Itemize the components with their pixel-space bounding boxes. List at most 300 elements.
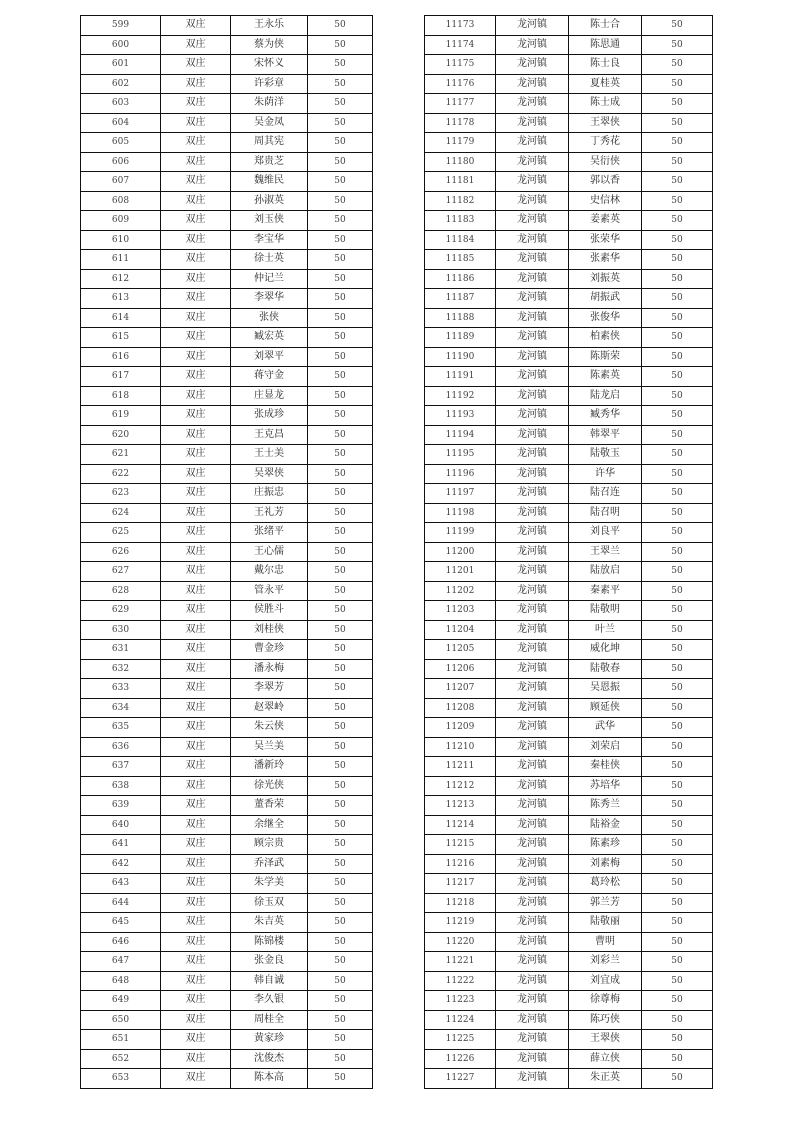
row-id-cell: 639 (81, 796, 161, 816)
amount-cell: 50 (642, 542, 713, 562)
town-cell: 龙河镇 (496, 893, 569, 913)
town-cell: 双庄 (161, 698, 231, 718)
name-cell: 管永平 (231, 581, 308, 601)
town-cell: 双庄 (161, 1030, 231, 1050)
amount-cell: 50 (308, 113, 373, 133)
name-cell: 沈俊杰 (231, 1049, 308, 1069)
town-cell: 龙河镇 (496, 562, 569, 582)
table-row (81, 445, 373, 465)
table-row (425, 211, 713, 231)
name-cell: 刘彩兰 (569, 952, 642, 972)
amount-cell: 50 (642, 250, 713, 270)
town-cell: 双庄 (161, 1069, 231, 1089)
amount-cell: 50 (642, 503, 713, 523)
name-cell: 曹金珍 (231, 640, 308, 660)
row-id-cell: 11183 (425, 211, 496, 231)
row-id-cell: 11199 (425, 523, 496, 543)
row-id-cell: 11179 (425, 133, 496, 153)
row-id-cell: 602 (81, 74, 161, 94)
table-row (425, 815, 713, 835)
amount-cell: 50 (642, 289, 713, 309)
row-id-cell: 622 (81, 464, 161, 484)
town-cell: 龙河镇 (496, 581, 569, 601)
name-cell: 陆裕金 (569, 815, 642, 835)
row-id-cell: 603 (81, 94, 161, 114)
name-cell: 徐光侠 (231, 776, 308, 796)
name-cell: 秦素平 (569, 581, 642, 601)
name-cell: 刘素梅 (569, 854, 642, 874)
name-cell: 潘永梅 (231, 659, 308, 679)
town-cell: 龙河镇 (496, 1049, 569, 1069)
table-row (81, 269, 373, 289)
amount-cell: 50 (642, 464, 713, 484)
amount-cell: 50 (308, 523, 373, 543)
table-row (425, 191, 713, 211)
town-cell: 龙河镇 (496, 152, 569, 172)
town-cell: 双庄 (161, 152, 231, 172)
table-row (81, 737, 373, 757)
row-id-cell: 605 (81, 133, 161, 153)
amount-cell: 50 (308, 601, 373, 621)
row-id-cell: 612 (81, 269, 161, 289)
name-cell: 葛玲松 (569, 874, 642, 894)
town-cell: 龙河镇 (496, 913, 569, 933)
town-cell: 龙河镇 (496, 679, 569, 699)
amount-cell: 50 (308, 445, 373, 465)
row-id-cell: 11224 (425, 1010, 496, 1030)
town-cell: 双庄 (161, 757, 231, 777)
amount-cell: 50 (642, 16, 713, 36)
amount-cell: 50 (308, 191, 373, 211)
amount-cell: 50 (642, 971, 713, 991)
table-row (81, 562, 373, 582)
row-id-cell: 11185 (425, 250, 496, 270)
town-cell: 双庄 (161, 542, 231, 562)
town-cell: 双庄 (161, 74, 231, 94)
town-cell: 双庄 (161, 503, 231, 523)
town-cell: 龙河镇 (496, 308, 569, 328)
table-row (81, 347, 373, 367)
amount-cell: 50 (642, 328, 713, 348)
town-cell: 龙河镇 (496, 328, 569, 348)
row-id-cell: 640 (81, 815, 161, 835)
town-cell: 龙河镇 (496, 386, 569, 406)
amount-cell: 50 (308, 971, 373, 991)
town-cell: 双庄 (161, 718, 231, 738)
amount-cell: 50 (308, 562, 373, 582)
amount-cell: 50 (642, 854, 713, 874)
row-id-cell: 600 (81, 35, 161, 55)
table-row (81, 308, 373, 328)
row-id-cell: 645 (81, 913, 161, 933)
table-row (81, 659, 373, 679)
row-id-cell: 11201 (425, 562, 496, 582)
table-row (425, 718, 713, 738)
table-row (81, 328, 373, 348)
name-cell: 陈巧侠 (569, 1010, 642, 1030)
table-row (425, 835, 713, 855)
name-cell: 郭以香 (569, 172, 642, 192)
town-cell: 龙河镇 (496, 289, 569, 309)
amount-cell: 50 (642, 659, 713, 679)
amount-cell: 50 (642, 211, 713, 231)
right-table-body (425, 16, 713, 1089)
table-row (425, 1010, 713, 1030)
row-id-cell: 636 (81, 737, 161, 757)
table-row (81, 815, 373, 835)
amount-cell: 50 (308, 737, 373, 757)
town-cell: 龙河镇 (496, 445, 569, 465)
amount-cell: 50 (308, 328, 373, 348)
name-cell: 赵翠岭 (231, 698, 308, 718)
town-cell: 龙河镇 (496, 698, 569, 718)
row-id-cell: 11217 (425, 874, 496, 894)
table-row (81, 620, 373, 640)
amount-cell: 50 (642, 1049, 713, 1069)
row-id-cell: 11209 (425, 718, 496, 738)
amount-cell: 50 (642, 776, 713, 796)
amount-cell: 50 (642, 523, 713, 543)
town-cell: 龙河镇 (496, 191, 569, 211)
name-cell: 刘振英 (569, 269, 642, 289)
town-cell: 双庄 (161, 737, 231, 757)
row-id-cell: 11222 (425, 971, 496, 991)
row-id-cell: 624 (81, 503, 161, 523)
name-cell: 潘新玲 (231, 757, 308, 777)
name-cell: 陆敬春 (569, 659, 642, 679)
name-cell: 仲记兰 (231, 269, 308, 289)
row-id-cell: 11197 (425, 484, 496, 504)
amount-cell: 50 (642, 991, 713, 1011)
table-row (81, 581, 373, 601)
name-cell: 郑贵芝 (231, 152, 308, 172)
table-row (81, 16, 373, 36)
table-row (81, 503, 373, 523)
table-row (81, 776, 373, 796)
table-row (425, 367, 713, 387)
town-cell: 龙河镇 (496, 347, 569, 367)
table-row (81, 113, 373, 133)
name-cell: 刘良平 (569, 523, 642, 543)
table-row (81, 796, 373, 816)
row-id-cell: 11227 (425, 1069, 496, 1089)
name-cell: 王永乐 (231, 16, 308, 36)
name-cell: 张荣华 (569, 230, 642, 250)
row-id-cell: 11213 (425, 796, 496, 816)
table-row (425, 971, 713, 991)
row-id-cell: 625 (81, 523, 161, 543)
table-row (425, 913, 713, 933)
row-id-cell: 629 (81, 601, 161, 621)
row-id-cell: 620 (81, 425, 161, 445)
name-cell: 陈士良 (569, 55, 642, 75)
row-id-cell: 11212 (425, 776, 496, 796)
amount-cell: 50 (308, 893, 373, 913)
town-cell: 龙河镇 (496, 640, 569, 660)
amount-cell: 50 (642, 74, 713, 94)
row-id-cell: 11177 (425, 94, 496, 114)
row-id-cell: 649 (81, 991, 161, 1011)
name-cell: 王心儒 (231, 542, 308, 562)
name-cell: 张成珍 (231, 406, 308, 426)
table-row (425, 152, 713, 172)
amount-cell: 50 (642, 815, 713, 835)
town-cell: 双庄 (161, 367, 231, 387)
row-id-cell: 11225 (425, 1030, 496, 1050)
amount-cell: 50 (642, 191, 713, 211)
name-cell: 陈素珍 (569, 835, 642, 855)
row-id-cell: 648 (81, 971, 161, 991)
town-cell: 龙河镇 (496, 250, 569, 270)
row-id-cell: 642 (81, 854, 161, 874)
amount-cell: 50 (308, 211, 373, 231)
row-id-cell: 609 (81, 211, 161, 231)
table-row (425, 523, 713, 543)
table-row (81, 757, 373, 777)
town-cell: 双庄 (161, 425, 231, 445)
row-id-cell: 11207 (425, 679, 496, 699)
amount-cell: 50 (642, 425, 713, 445)
row-id-cell: 11174 (425, 35, 496, 55)
name-cell: 臧宏英 (231, 328, 308, 348)
name-cell: 庄振忠 (231, 484, 308, 504)
table-row (81, 211, 373, 231)
table-row (425, 932, 713, 952)
name-cell: 陈士成 (569, 94, 642, 114)
amount-cell: 50 (308, 991, 373, 1011)
town-cell: 龙河镇 (496, 464, 569, 484)
table-row (81, 952, 373, 972)
town-cell: 双庄 (161, 211, 231, 231)
amount-cell: 50 (642, 737, 713, 757)
table-row (81, 152, 373, 172)
amount-cell: 50 (642, 698, 713, 718)
name-cell: 陆敬玉 (569, 445, 642, 465)
name-cell: 侯胜斗 (231, 601, 308, 621)
town-cell: 双庄 (161, 1010, 231, 1030)
town-cell: 双庄 (161, 230, 231, 250)
name-cell: 秦桂侠 (569, 757, 642, 777)
left-table (80, 15, 373, 1089)
name-cell: 顾延侠 (569, 698, 642, 718)
table-row (425, 386, 713, 406)
name-cell: 余继全 (231, 815, 308, 835)
left-table-body (81, 16, 373, 1089)
row-id-cell: 618 (81, 386, 161, 406)
name-cell: 陈秀兰 (569, 796, 642, 816)
amount-cell: 50 (308, 55, 373, 75)
name-cell: 陆敬明 (569, 601, 642, 621)
row-id-cell: 650 (81, 1010, 161, 1030)
row-id-cell: 11196 (425, 464, 496, 484)
town-cell: 双庄 (161, 854, 231, 874)
row-id-cell: 11186 (425, 269, 496, 289)
town-cell: 龙河镇 (496, 367, 569, 387)
amount-cell: 50 (642, 113, 713, 133)
name-cell: 王翠侠 (569, 1030, 642, 1050)
name-cell: 蔡为侠 (231, 35, 308, 55)
name-cell: 刘桂侠 (231, 620, 308, 640)
amount-cell: 50 (308, 952, 373, 972)
town-cell: 龙河镇 (496, 211, 569, 231)
town-cell: 龙河镇 (496, 835, 569, 855)
town-cell: 龙河镇 (496, 659, 569, 679)
table-row (425, 991, 713, 1011)
amount-cell: 50 (642, 1030, 713, 1050)
name-cell: 姜素英 (569, 211, 642, 231)
amount-cell: 50 (308, 854, 373, 874)
amount-cell: 50 (642, 35, 713, 55)
row-id-cell: 11202 (425, 581, 496, 601)
table-row (425, 464, 713, 484)
town-cell: 龙河镇 (496, 269, 569, 289)
table-row (81, 425, 373, 445)
table-row (81, 991, 373, 1011)
table-row (81, 835, 373, 855)
name-cell: 周其宪 (231, 133, 308, 153)
row-id-cell: 11215 (425, 835, 496, 855)
table-row (81, 250, 373, 270)
town-cell: 龙河镇 (496, 16, 569, 36)
table-row (81, 464, 373, 484)
row-id-cell: 11200 (425, 542, 496, 562)
town-cell: 龙河镇 (496, 172, 569, 192)
row-id-cell: 626 (81, 542, 161, 562)
name-cell: 张绪平 (231, 523, 308, 543)
name-cell: 苏培华 (569, 776, 642, 796)
row-id-cell: 623 (81, 484, 161, 504)
amount-cell: 50 (642, 172, 713, 192)
row-id-cell: 11181 (425, 172, 496, 192)
amount-cell: 50 (308, 913, 373, 933)
name-cell: 乔泽武 (231, 854, 308, 874)
table-row (425, 289, 713, 309)
table-row (425, 406, 713, 426)
name-cell: 李宝华 (231, 230, 308, 250)
row-id-cell: 617 (81, 367, 161, 387)
name-cell: 陆龙启 (569, 386, 642, 406)
town-cell: 龙河镇 (496, 796, 569, 816)
row-id-cell: 616 (81, 347, 161, 367)
row-id-cell: 619 (81, 406, 161, 426)
row-id-cell: 641 (81, 835, 161, 855)
row-id-cell: 11191 (425, 367, 496, 387)
row-id-cell: 604 (81, 113, 161, 133)
name-cell: 陆敬丽 (569, 913, 642, 933)
name-cell: 陈斯荣 (569, 347, 642, 367)
name-cell: 张金良 (231, 952, 308, 972)
name-cell: 顾宗贵 (231, 835, 308, 855)
town-cell: 龙河镇 (496, 874, 569, 894)
table-row (425, 874, 713, 894)
table-row (425, 328, 713, 348)
row-id-cell: 613 (81, 289, 161, 309)
town-cell: 龙河镇 (496, 406, 569, 426)
name-cell: 夏桂英 (569, 74, 642, 94)
town-cell: 双庄 (161, 952, 231, 972)
name-cell: 张侠 (231, 308, 308, 328)
amount-cell: 50 (642, 133, 713, 153)
amount-cell: 50 (308, 1069, 373, 1089)
amount-cell: 50 (642, 230, 713, 250)
name-cell: 曹明 (569, 932, 642, 952)
row-id-cell: 11208 (425, 698, 496, 718)
table-row (425, 581, 713, 601)
table-row (425, 113, 713, 133)
name-cell: 李翠芳 (231, 679, 308, 699)
amount-cell: 50 (642, 757, 713, 777)
town-cell: 双庄 (161, 932, 231, 952)
row-id-cell: 11176 (425, 74, 496, 94)
row-id-cell: 11203 (425, 601, 496, 621)
name-cell: 薛立侠 (569, 1049, 642, 1069)
row-id-cell: 11187 (425, 289, 496, 309)
amount-cell: 50 (642, 269, 713, 289)
table-row (81, 386, 373, 406)
table-row (425, 854, 713, 874)
amount-cell: 50 (308, 698, 373, 718)
amount-cell: 50 (308, 347, 373, 367)
row-id-cell: 651 (81, 1030, 161, 1050)
row-id-cell: 11219 (425, 913, 496, 933)
table-row (81, 1030, 373, 1050)
town-cell: 双庄 (161, 601, 231, 621)
town-cell: 双庄 (161, 347, 231, 367)
name-cell: 陈本高 (231, 1069, 308, 1089)
town-cell: 龙河镇 (496, 74, 569, 94)
table-row (425, 55, 713, 75)
row-id-cell: 632 (81, 659, 161, 679)
amount-cell: 50 (308, 386, 373, 406)
town-cell: 双庄 (161, 308, 231, 328)
table-row (81, 640, 373, 660)
row-id-cell: 11190 (425, 347, 496, 367)
row-id-cell: 628 (81, 581, 161, 601)
name-cell: 戴尔忠 (231, 562, 308, 582)
name-cell: 朱吉英 (231, 913, 308, 933)
amount-cell: 50 (308, 289, 373, 309)
table-row (81, 484, 373, 504)
name-cell: 陆召连 (569, 484, 642, 504)
town-cell: 龙河镇 (496, 484, 569, 504)
name-cell: 刘荣启 (569, 737, 642, 757)
row-id-cell: 11218 (425, 893, 496, 913)
table-row (425, 133, 713, 153)
amount-cell: 50 (308, 94, 373, 114)
name-cell: 吴翠侠 (231, 464, 308, 484)
town-cell: 双庄 (161, 172, 231, 192)
amount-cell: 50 (308, 542, 373, 562)
table-row (425, 445, 713, 465)
town-cell: 双庄 (161, 679, 231, 699)
name-cell: 武华 (569, 718, 642, 738)
table-row (425, 35, 713, 55)
amount-cell: 50 (308, 835, 373, 855)
town-cell: 双庄 (161, 484, 231, 504)
amount-cell: 50 (642, 640, 713, 660)
name-cell: 朱学美 (231, 874, 308, 894)
amount-cell: 50 (308, 776, 373, 796)
amount-cell: 50 (642, 152, 713, 172)
table-row (425, 1030, 713, 1050)
name-cell: 刘宜成 (569, 971, 642, 991)
table-row (425, 737, 713, 757)
table-row (425, 952, 713, 972)
table-row (81, 971, 373, 991)
town-cell: 双庄 (161, 133, 231, 153)
amount-cell: 50 (308, 35, 373, 55)
town-cell: 龙河镇 (496, 854, 569, 874)
